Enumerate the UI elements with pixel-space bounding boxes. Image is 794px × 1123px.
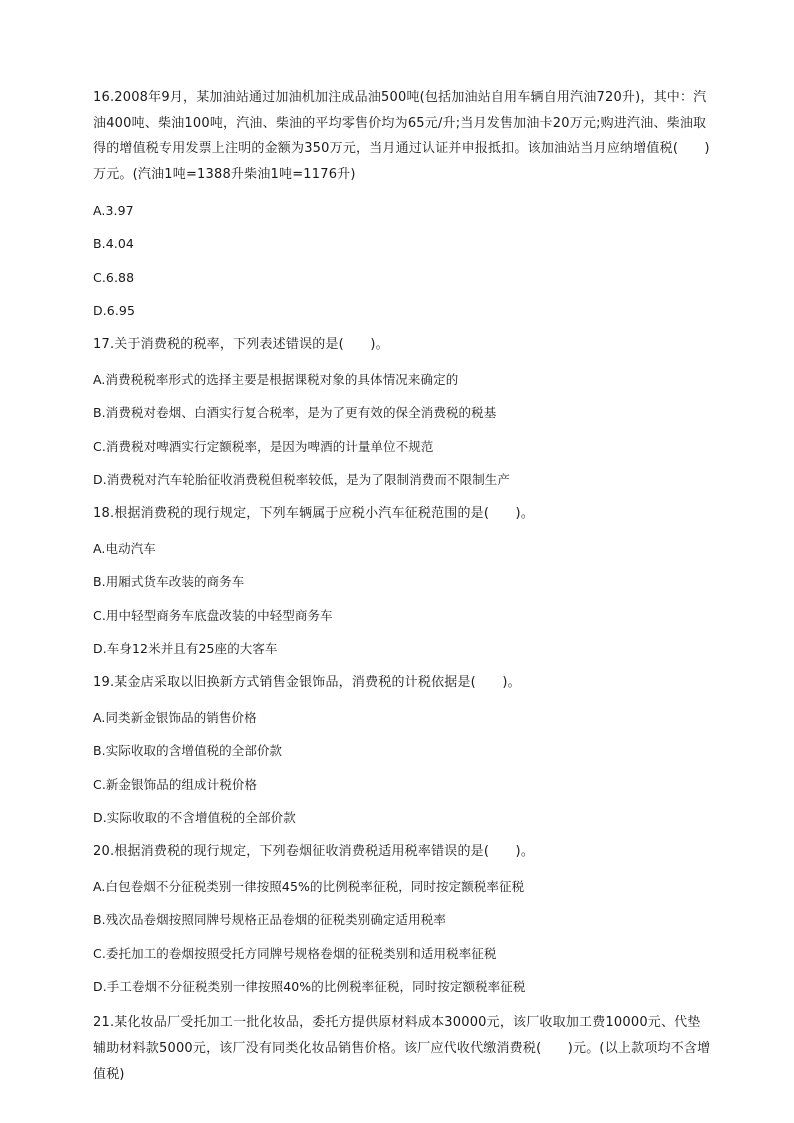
option-b: B.消费税对卷烟、白酒实行复合税率，是为了更有效的保全消费税的税基 — [93, 405, 497, 420]
option-c: C.6.88 — [93, 269, 135, 285]
question-17 — [93, 334, 713, 490]
question-19 — [93, 672, 713, 828]
document-page — [93, 72, 713, 1097]
question-16 — [93, 85, 713, 321]
option-b: B.实际收取的含增值税的全部价款 — [93, 743, 283, 758]
option-b: B.用厢式货车改装的商务车 — [93, 574, 245, 589]
option-d: D.手工卷烟不分征税类别一律按照40%的比例税率征税，同时按定额税率征税 — [93, 979, 526, 994]
question-18 — [93, 503, 713, 659]
question-stem: 16.2008年9月，某加油站通过加油机加注成品油500吨(包括加油站自用车辆自用汽油720升)，其中：汽油400吨、柴油100吨，汽油、柴油的平均零售价均为65元/升;当月发售加油卡20万元;购进汽油、柴油取得的增值税专用发票上注明的金额为350万元，当月通过认证并申报抵扣。该加油站当月应纳增值税( )万元。(汽油1吨=1388升柴油1吨=1176升) — [93, 90, 710, 182]
option-c: C.委托加工的卷烟按照受托方同牌号规格卷烟的征税类别和适用税率征税 — [93, 945, 497, 961]
question-stem: 21.某化妆品厂受托加工一批化妆品，委托方提供原材料成本30000元，该厂收取加工费10000元、代垫辅助材料款5000元，该厂没有同类化妆品销售价格。该厂应代收代缴消费税( )元。(以上款项均不含增值税) — [93, 1015, 711, 1082]
option-a: A.电动汽车 — [93, 540, 156, 556]
question-stem: 17.关于消费税的税率，下列表述错误的是( )。 — [93, 337, 389, 352]
question-20 — [93, 841, 713, 997]
option-d: D.车身12米并且有25座的大客车 — [93, 641, 278, 656]
question-stem: 18.根据消费税的现行规定，下列车辆属于应税小汽车征税范围的是( )。 — [93, 506, 535, 521]
option-b: B.4.04 — [93, 236, 134, 251]
question-stem: 20.根据消费税的现行规定，下列卷烟征收消费税适用税率错误的是( )。 — [93, 844, 535, 859]
option-a: A.消费税税率形式的选择主要是根据课税对象的具体情况来确定的 — [93, 371, 459, 387]
option-a: A.3.97 — [93, 202, 134, 218]
option-d: D.消费税对汽车轮胎征收消费税但税率较低，是为了限制消费而不限制生产 — [93, 472, 510, 487]
option-a: A.同类新金银饰品的销售价格 — [93, 709, 257, 725]
option-d: D.6.95 — [93, 303, 136, 318]
option-c: C.新金银饰品的组成计税价格 — [93, 776, 258, 792]
option-b: B.残次品卷烟按照同牌号规格正品卷烟的征税类别确定适用税率 — [93, 912, 446, 927]
question-21 — [93, 1010, 713, 1088]
option-d: D.实际收取的不含增值税的全部价款 — [93, 810, 296, 825]
option-c: C.用中轻型商务车底盘改装的中轻型商务车 — [93, 607, 333, 623]
option-c: C.消费税对啤酒实行定额税率，是因为啤酒的计量单位不规范 — [93, 438, 434, 454]
option-a: A.白包卷烟不分征税类别一律按照45%的比例税率征税，同时按定额税率征税 — [93, 878, 525, 894]
question-stem: 19.某金店采取以旧换新方式销售金银饰品，消费税的计税依据是( )。 — [93, 675, 521, 690]
